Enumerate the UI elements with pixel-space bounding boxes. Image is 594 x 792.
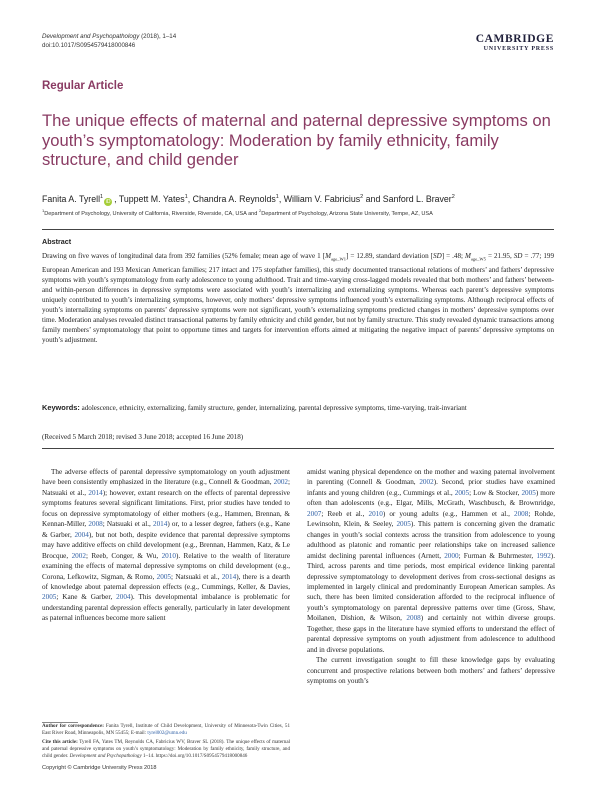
author-affiliation-marker: 1 xyxy=(184,194,188,200)
article-title: The unique effects of maternal and paternal depressive symptoms on youth’s symptomatology: Moderation by family ethnicity, family structure, and child gender xyxy=(42,111,551,170)
citation-journal: Development and Psychopathology xyxy=(69,753,142,760)
body-text-segment: ) and certainly not within diverse groups. Together, these gaps in the literature have stymied efforts to understand the effect of parental depressive symptoms on youth adjustment from adolescence to adulthood and in diverse populations. xyxy=(307,614,555,654)
citation-link[interactable]: 2005 xyxy=(396,520,411,529)
body-text-segment: ) more often than adolescents (e.g., Elgar, Mills, McGrath, Waschbusch, & Brownridge, xyxy=(307,488,555,508)
affiliation-text: Department of Psychology, University of California, Riverside, Riverside, CA, USA and xyxy=(44,210,259,217)
citation-link[interactable]: 2002 xyxy=(71,551,86,560)
divider-top xyxy=(42,229,554,230)
body-paragraph xyxy=(307,467,555,655)
doi-link[interactable]: doi:10.1017/S0954579418000846 xyxy=(42,42,136,49)
abstract-heading: Abstract xyxy=(42,237,72,246)
author-affiliation-marker: 2 xyxy=(451,194,455,200)
citation-link[interactable]: 2004 xyxy=(74,530,89,539)
body-column-right xyxy=(307,467,555,687)
page-header xyxy=(42,32,554,62)
citation-link[interactable]: 2002 xyxy=(419,478,434,487)
citation-link[interactable]: 2014 xyxy=(221,572,237,581)
divider-bottom xyxy=(42,448,554,449)
abstract-body xyxy=(42,251,554,345)
body-text-segment: ). Second, prior studies have examined infants and young children (e.g., Cummings et al., xyxy=(307,478,555,497)
citation-link[interactable]: 2005 xyxy=(454,488,470,497)
abstract-symbol: M xyxy=(465,252,471,260)
citation-link[interactable]: 2007 xyxy=(307,509,322,518)
correspondence-label: Author for correspondence: xyxy=(42,723,104,729)
received-dates: (Received 5 March 2018; revised 3 June 2018; accepted 16 June 2018) xyxy=(42,433,244,441)
abstract-symbol: SD xyxy=(513,252,523,260)
citation-link[interactable]: 2002 xyxy=(273,478,288,487)
journal-details: (2018), 1–14 xyxy=(139,33,177,40)
citation-link[interactable]: 1992 xyxy=(536,551,551,560)
citation-link[interactable]: 2010 xyxy=(368,509,383,518)
keywords-label: Keywords: xyxy=(42,403,80,412)
email-link[interactable]: tyrel002@umn.edu xyxy=(147,730,187,737)
abstract-text-segment: ] = 12.89, standard deviation [ xyxy=(346,252,434,260)
body-text-segment: ) or young adults (e.g., Hammen et al., xyxy=(382,509,514,518)
author-name[interactable]: Chandra A. Reynolds xyxy=(192,193,276,204)
body-paragraph: The current investigation sought to fill these knowledge gaps by evaluating concurrent and prospective relations between both mothers’ and fathers’ depressive symptoms on youth’s xyxy=(307,656,555,686)
abstract-symbol: SD xyxy=(433,252,442,260)
publisher-subname: UNIVERSITY PRESS xyxy=(483,46,554,52)
abstract-text-segment: Drawing on five waves of longitudinal data from 392 families (52% female; mean age of wave 1 [ xyxy=(42,252,326,260)
body-text-segment: ), but not both, despite evidence that parental depressive symptoms may have additive effects on child development (e.g., Brennan, Hammen, Katz, & Le Brocque, xyxy=(42,530,290,560)
orcid-icon[interactable]: iD xyxy=(105,198,111,205)
author-affiliation-marker: 2 xyxy=(360,194,364,200)
body-text-segment: ; Kane & Garber, xyxy=(56,593,117,602)
author-separator: and xyxy=(363,193,383,204)
body-text-segment: ; Reeb et al., xyxy=(321,509,369,518)
citation-note xyxy=(42,739,290,760)
citation-link[interactable]: 2010 xyxy=(161,551,176,560)
author-affiliation-marker: 1 xyxy=(275,194,279,200)
correspondence-note xyxy=(42,723,290,737)
section-label: Regular Article xyxy=(42,80,124,92)
body-text-segment: ). Third, across parents and time periods, most empirical evidence linking parental depressive symptomatology to development derives from cross-sectional designs as implemented in largely clinical and predominantly European American samples. As such, there has been limited consideration afforded to the reciprocal influence of youth’s symptomatology on parental depressive patterns over time (Gross, Shaw, Moilanen, Dishion, & Wilson, xyxy=(307,551,555,623)
citation-link[interactable]: 2014 xyxy=(88,488,103,497)
citation-link[interactable]: 2014 xyxy=(152,520,168,529)
publisher-name: CAMBRIDGE xyxy=(475,33,554,45)
abstract-text-segment: = .77; 199 European American and 193 Mexican American families; 217 intact and 175 stepfather families), this study documented transactional relations of mothers’ and fathers’ depressive symptoms with youth’s symptomatology from early adolescence to young adulthood. Trait and time-varying cross-lagged models revealed that both mothers’ and fathers’ between- and within-person differences in depressive symptoms were associated with youth’s internalizing and externalizing symptoms. Whereas each parent’s depressive symptoms uniquely contributed to youth’s internalizing symptoms, however, only mothers’ depressive symptoms influenced youth’s externalizing symptoms. Although reciprocal effects of youth’s internalizing symptoms on parents’ depressive symptoms were not significant, youth’s externalizing symptoms predicted changes in mothers’ depressive symptoms over time. Moderation analyses revealed distinct transactional patterns by family ethnicity and child gender, but not by family structure. This study revealed dynamic transactions among family members’ symptomatology that point to opportune times and targets for intervention efforts aimed at mitigating the negative impact of parents’ depressive symptoms on youth’s adjustment. xyxy=(42,252,554,345)
citation-link[interactable]: 2008 xyxy=(406,614,421,623)
citation-link[interactable]: 2005 xyxy=(521,488,536,497)
abstract-text-segment: ] = .48; xyxy=(441,252,465,260)
publisher-logo xyxy=(476,33,554,53)
body-column-left xyxy=(42,467,290,624)
author-separator: , xyxy=(114,193,119,204)
author-name[interactable]: Sanford L. Braver xyxy=(382,193,452,204)
body-text-segment: ; Low & Stocker, xyxy=(469,488,522,497)
citation-link[interactable]: 2005 xyxy=(156,572,172,581)
footnotes xyxy=(42,723,290,760)
affiliation-text: Department of Psychology, Arizona State University, Tempe, AZ, USA xyxy=(261,210,433,217)
body-text-segment: ). Relative to the wealth of literature examining the effects of maternal depressive symptoms on child development (e.g., Corona, Lefkowitz, Sigman, & Romo, xyxy=(42,551,290,581)
body-text-segment: The adverse effects of parental depressive symptomatology on youth adjustment have been consistently emphasized in the literature (e.g., Connell & Goodman, xyxy=(42,468,290,487)
citation-link[interactable]: 2004 xyxy=(116,593,131,602)
body-text-segment: ; Rohde, Lewinsohn, Klein, & Seeley, xyxy=(307,509,555,529)
citation-link[interactable]: 2005 xyxy=(42,593,57,602)
author-name[interactable]: Fanita A. Tyrell xyxy=(42,193,101,204)
affiliation-marker: 2 xyxy=(258,208,262,213)
author-separator: , xyxy=(278,193,284,204)
abstract-subscript: age_W5 xyxy=(470,256,486,262)
citation-link[interactable]: 2008 xyxy=(88,520,103,529)
citation-label: Cite this article: xyxy=(42,739,78,746)
body-text-segment: ; Reeb, Conger, & Wu, xyxy=(85,551,162,560)
citation-link[interactable]: 2008 xyxy=(513,509,529,518)
abstract-symbol: M xyxy=(325,252,331,260)
keywords-text: adolescence, ethnicity, externalizing, family structure, gender, internalizing, parental depressive symptoms, time-varying, trait-invariant xyxy=(79,404,467,412)
keywords xyxy=(42,403,554,413)
body-text-segment: ) or, to a lesser degree, fathers (e.g., Kane & Garber, xyxy=(42,520,290,539)
body-text-segment: ). This pattern is concerning given the dramatic changes in youth’s social contexts across the transition from adolescence to young adulthood as platonic and romantic peer relationships take on increased salience amidst declining parental influences (Arnett, xyxy=(307,520,555,560)
author-affiliation-marker: 1 xyxy=(100,194,104,200)
citation-text: Tyrell FA, Yates TM, Reynolds CA, Fabricius WV, Braver SL (2018). The unique effects of maternal and paternal depressive symptoms on youth’s symptomatology: Moderation by family ethnicity, family structure, and child gender. xyxy=(42,739,290,760)
journal-name: Development and Psychopathology xyxy=(42,33,140,40)
body-text-segment: ). This developmental imbalance is problematic for understanding parental depression effects generally, particularly in later development as paternal influences become more salient xyxy=(42,593,290,623)
body-text-segment: ; Natsuaki et al., xyxy=(171,572,222,581)
body-text-segment: amidst waning physical dependence on the mother and waxing paternal involvement in parenting (Connell & Goodman, xyxy=(307,468,555,487)
body-text-segment: ), there is a dearth of knowledge about paternal depression effects (e.g., Cummings, Keller, & Davies, xyxy=(42,572,290,591)
body-text-segment: ; Natsuaki et al., xyxy=(102,520,153,529)
body-text-segment: ; Natsuaki et al., xyxy=(42,478,290,497)
author-separator: , xyxy=(187,193,193,204)
citation-link[interactable]: 2000 xyxy=(444,551,459,560)
affiliations xyxy=(42,207,562,218)
body-text-segment: ; Furman & Buhrmester, xyxy=(458,551,537,560)
affiliation-marker: 1 xyxy=(42,208,45,213)
body-paragraph xyxy=(42,467,290,624)
body-text-segment: ); however, extant research on the effects of parental depressive symptoms features several significant limitations. First, prior studies have tended to focus on depressive symptomatology of either mothers (e.g., Hammen, Brennan, & Kennan-Miller, xyxy=(42,488,290,529)
copyright-notice: Copyright © Cambridge University Press 2018 xyxy=(42,765,157,771)
abstract-subscript: age_W1 xyxy=(331,256,346,262)
author-list xyxy=(42,191,562,206)
abstract-text-segment: = 21.95, xyxy=(485,252,514,260)
author-name[interactable]: Tuppett M. Yates xyxy=(118,193,185,204)
author-name[interactable]: William V. Fabricius xyxy=(283,193,361,204)
correspondence-text: Fanita Tyrell, Institute of Child Development, University of Minnesota-Twin Cities, 51 East River Road, Minneapolis, MN 55455; E-mail: xyxy=(42,723,290,737)
citation-doi-link[interactable]: 1–14. https://doi.org/10.1017/S0954579418000846 xyxy=(141,753,248,760)
